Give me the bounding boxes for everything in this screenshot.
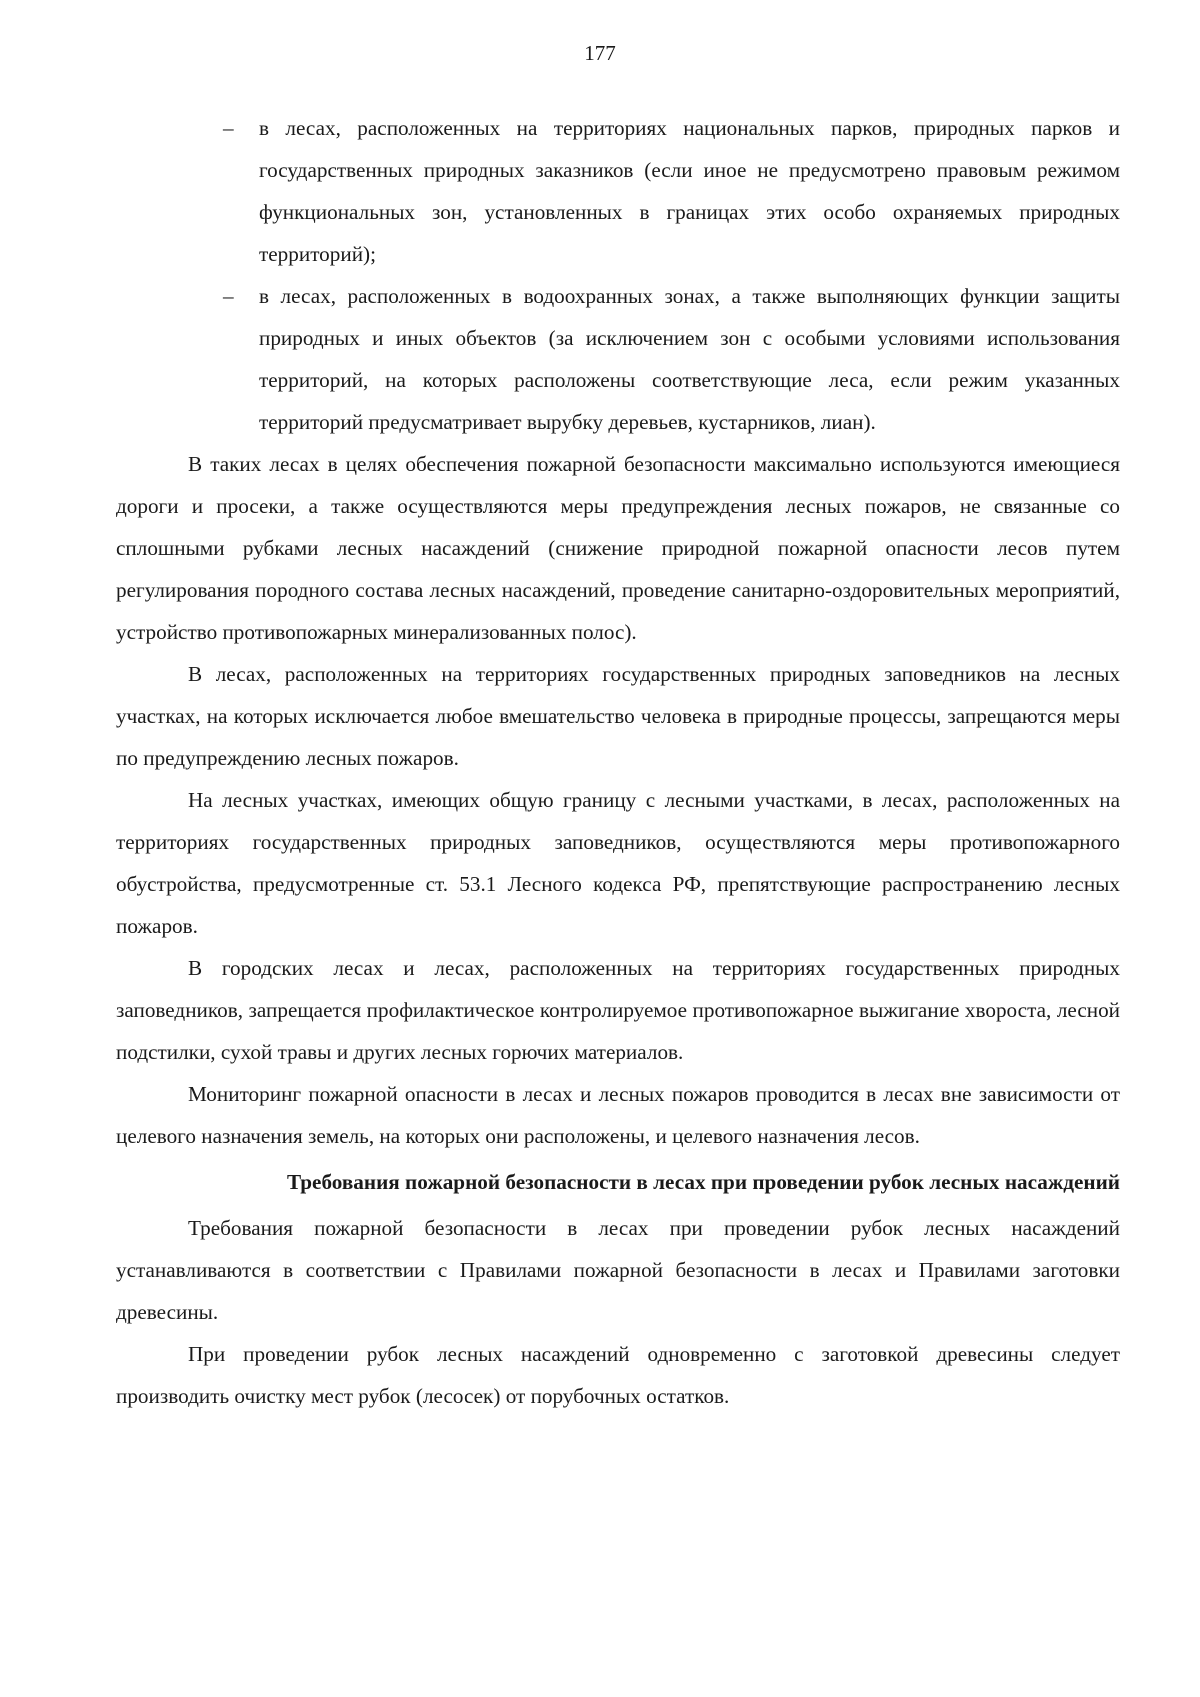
paragraph: Требования пожарной безопасности в лесах при проведении рубок лесных насаждений устанавливаются в соответствии с Правилами пожарной безопасности в лесах и Правилами заготовки древесины. — [116, 1216, 1120, 1324]
bullet-text: в лесах, расположенных в водоохранных зонах, а также выполняющих функции защиты природных и иных объектов (за исключением зон с особыми условиями использования территорий, на которых расположены соответствующие леса, если режим указанных территорий предусматривает вырубку деревьев, кустарников, лиан). — [259, 284, 1120, 434]
paragraph: При проведении рубок лесных насаждений одновременно с заготовкой древесины следует производить очистку мест рубок (лесосек) от порубочных остатков. — [116, 1342, 1120, 1408]
bullet-item — [116, 107, 1120, 275]
paragraph: В лесах, расположенных на территориях государственных природных заповедников на лесных участках, на которых исключается любое вмешательство человека в природные процессы, запрещаются меры по предупреждению лесных пожаров. — [116, 662, 1120, 770]
paragraph: На лесных участках, имеющих общую границу с лесными участками, в лесах, расположенных на территориях государственных природных заповедников, осуществляются меры противопожарного обустройства, предусмотренные ст. 53.1 Лесного кодекса РФ, препятствующие распространению лесных пожаров. — [116, 788, 1120, 938]
bullet-text: в лесах, расположенных на территориях национальных парков, природных парков и государственных природных заказников (если иное не предусмотрено правовым режимом функциональных зон, установленных в границах этих особо охраняемых природных территорий); — [259, 116, 1120, 266]
paragraph: Мониторинг пожарной опасности в лесах и лесных пожаров проводится в лесах вне зависимости от целевого назначения земель, на которых они расположены, и целевого назначения лесов. — [116, 1082, 1120, 1148]
section-heading: Требования пожарной безопасности в лесах при проведении рубок лесных насаждений — [286, 1170, 1120, 1194]
bullet-marker: – — [223, 284, 234, 308]
page-number: 177 — [584, 41, 616, 65]
bullet-marker: – — [223, 116, 234, 140]
paragraph: В таких лесах в целях обеспечения пожарной безопасности максимально используются имеющиеся дороги и просеки, а также осуществляются меры предупреждения лесных пожаров, не связанные со сплошными рубками лесных насаждений (снижение природной пожарной опасности лесов путем регулирования породного состава лесных насаждений, проведение санитарно-оздоровительных мероприятий, устройство противопожарных минерализованных полос). — [116, 452, 1120, 644]
paragraph: В городских лесах и лесах, расположенных на территориях государственных природных заповедников, запрещается профилактическое контролируемое противопожарное выжигание хвороста, лесной подстилки, сухой травы и других лесных горючих материалов. — [116, 956, 1120, 1064]
page-content — [116, 107, 1120, 1417]
bullet-item — [116, 275, 1120, 443]
